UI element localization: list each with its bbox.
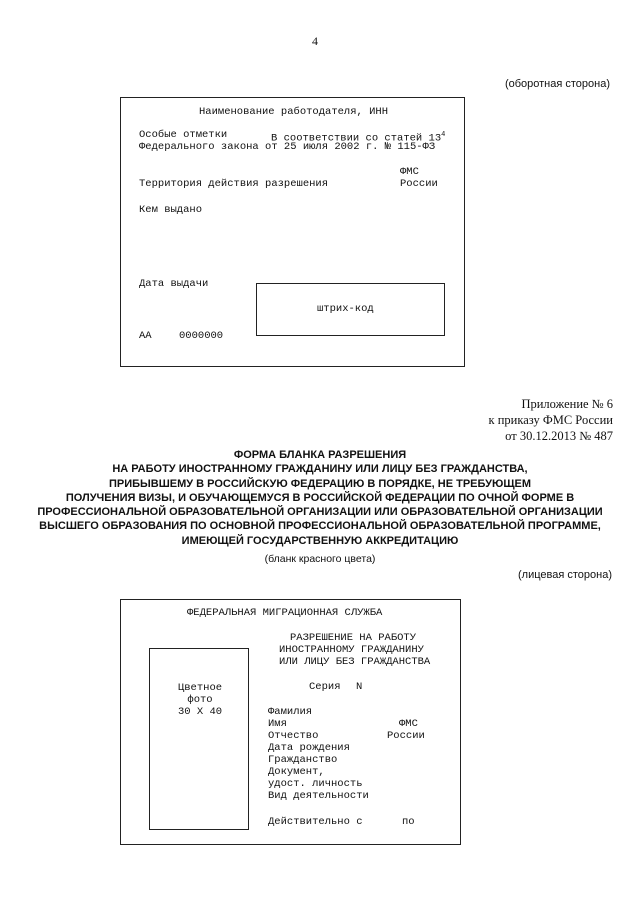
fms-stamp-line1: ФМС xyxy=(400,166,419,178)
series-code: АА xyxy=(139,330,152,342)
front-side-label: (лицевая сторона) xyxy=(518,569,612,581)
activity-label: Вид деятельности xyxy=(268,790,369,802)
issued-by-label: Кем выдано xyxy=(139,204,203,216)
form-title-line: ВЫСШЕГО ОБРАЗОВАНИЯ ПО ОСНОВНОЙ ПРОФЕССИОНАЛЬНОЙ ОБРАЗОВАТЕЛЬНОЙ ПРОГРАММЕ, xyxy=(39,520,601,533)
territory-label: Территория действия разрешения xyxy=(139,178,329,190)
appendix-date: от 30.12.2013 № 487 xyxy=(505,429,613,443)
front-side-form xyxy=(120,599,461,845)
page-number: 4 xyxy=(312,34,318,48)
footnote-superscript: 4 xyxy=(441,131,446,139)
fms-stamp-line1: ФМС xyxy=(399,718,418,730)
citizenship-label: Гражданство xyxy=(268,754,338,766)
form-title-line: ПРОФЕССИОНАЛЬНОЙ ОБРАЗОВАТЕЛЬНОЙ ОРГАНИЗАЦИИ ИЛИ ОБРАЗОВАТЕЛЬНОЙ ОРГАНИЗАЦИИ xyxy=(37,506,603,519)
fms-stamp-line2: России xyxy=(400,178,438,190)
number-label: N xyxy=(356,681,363,693)
permit-title-line3: ИЛИ ЛИЦУ БЕЗ ГРАЖДАНСТВА xyxy=(279,656,431,668)
form-title-line: ИМЕЮЩЕЙ ГОСУДАРСТВЕННУЮ АККРЕДИТАЦИЮ xyxy=(181,534,459,547)
birth-date-label: Дата рождения xyxy=(268,742,350,754)
form-title-line: ПРИБЫВШЕМУ В РОССИЙСКУЮ ФЕДЕРАЦИЮ В ПОРЯДКЕ, НЕ ТРЕБУЮЩЕМ xyxy=(108,477,532,490)
appendix-order: к приказу ФМС России xyxy=(488,413,613,427)
back-side-form xyxy=(120,97,465,367)
color-note: (бланк красного цвета) xyxy=(264,553,376,565)
appendix-reference xyxy=(489,396,613,444)
name-label: Имя xyxy=(268,718,287,730)
form-number: 0000000 xyxy=(179,330,224,342)
patronymic-label: Отчество xyxy=(268,730,319,742)
barcode-box xyxy=(256,283,445,336)
form-title-line: ФОРМА БЛАНКА РАЗРЕШЕНИЯ xyxy=(233,449,407,461)
photo-size: 30 X 40 xyxy=(177,706,223,718)
issue-date-label: Дата выдачи xyxy=(139,278,209,290)
form-title-line: ПОЛУЧЕНИЯ ВИЗЫ, И ОБУЧАЮЩЕМУСЯ В РОССИЙСКОЙ ФЕДЕРАЦИИ ПО ОЧНОЙ ФОРМЕ В xyxy=(65,491,575,504)
agency-name: ФЕДЕРАЛЬНАЯ МИГРАЦИОННАЯ СЛУЖБА xyxy=(187,607,383,619)
form-title-line: НА РАБОТУ ИНОСТРАННОМУ ГРАЖДАНИНУ ИЛИ ЛИЦУ БЕЗ ГРАЖДАНСТВА, xyxy=(112,463,528,476)
identity-document-label: удост. личность xyxy=(268,778,363,790)
valid-to-label: по xyxy=(402,816,415,828)
surname-label: Фамилия xyxy=(268,706,313,718)
photo-label-line2: фото xyxy=(187,694,213,706)
federal-law-text: Федерального закона от 25 июля 2002 г. № 115-ФЗ xyxy=(139,141,436,153)
employer-label: Наименование работодателя, ИНН xyxy=(199,106,389,118)
barcode-label: штрих-код xyxy=(317,303,374,315)
document-label: Документ, xyxy=(268,766,325,778)
photo-label-line1: Цветное xyxy=(177,682,223,694)
back-side-label: (оборотная сторона) xyxy=(504,78,610,90)
valid-from-label: Действительно с xyxy=(268,816,363,828)
form-title xyxy=(30,448,610,548)
special-marks-label: Особые отметки xyxy=(139,129,228,141)
special-marks-text: В соответствии со статей $13^4$ xyxy=(271,131,446,145)
permit-title-line2: ИНОСТРАННОМУ ГРАЖДАНИНУ xyxy=(279,644,424,656)
photo-box xyxy=(149,648,249,830)
appendix-number: Приложение № 6 xyxy=(521,397,613,411)
permit-title-line1: РАЗРЕШЕНИЕ НА РАБОТУ xyxy=(290,632,417,644)
series-label: Серия xyxy=(309,681,341,693)
fms-stamp-line2: России xyxy=(387,730,425,742)
